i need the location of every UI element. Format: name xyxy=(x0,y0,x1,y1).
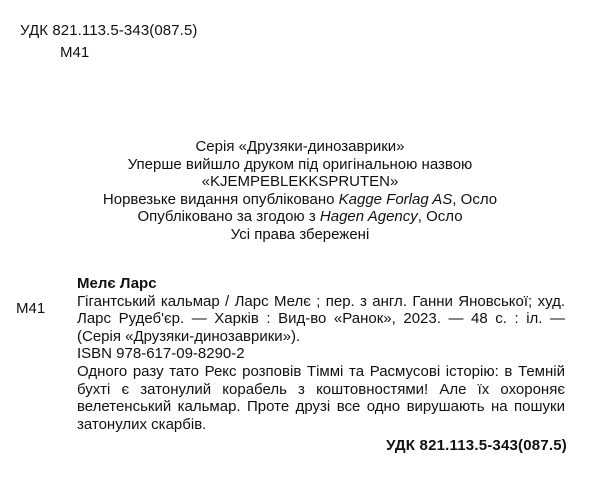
isbn: ISBN 978-617-09-8290-2 xyxy=(77,345,245,363)
author-mark-top: М41 xyxy=(60,44,90,61)
original-title: «KJEMPEBLEKKSPRUTEN» xyxy=(201,173,399,190)
series-imprint-block xyxy=(0,138,600,243)
series-title: Серія «Друзяки-динозаврики» xyxy=(195,138,405,155)
norwegian-edition-note: Норвезьке видання опубліковано Kagge Forlag AS, Осло xyxy=(102,190,498,208)
first-published-note: Уперше вийшло друком під оригінальною назвою xyxy=(127,155,473,173)
udk-code-bottom: УДК 821.113.5-343(087.5) xyxy=(386,437,567,454)
bibliographic-description: Гігантський кальмар / Ларс Мелє ; пер. з англ. Ганни Яновської; худ. Ларс Рудеб'єр. — Харків : Вид-во «Ранок», 2023. — 48 с. : іл. — (Серія «Друзяки-динозаврики»). xyxy=(77,292,565,345)
author-mark-card: М41 xyxy=(16,300,46,317)
annotation: Одного разу тато Рекс розповів Тіммі та Расмусові історію: в Темній бухті є затонулий корабель з коштовностями! Але їх охороняє велетенський кальмар. Проте друзі все одно вирушають на пошуки затонулих скарбів. xyxy=(77,362,565,433)
catalog-card xyxy=(77,275,565,433)
agency-note: Опубліковано за згодою з Hagen Agency, Осло xyxy=(137,208,463,225)
publisher-name: Kagge Forlag AS xyxy=(338,190,453,208)
author-name: Мелє Ларс xyxy=(77,275,157,292)
agency-name: Hagen Agency xyxy=(319,208,418,225)
udk-code-top: УДК 821.113.5-343(087.5) xyxy=(20,22,198,39)
rights-reserved: Усі права збережені xyxy=(230,225,370,243)
